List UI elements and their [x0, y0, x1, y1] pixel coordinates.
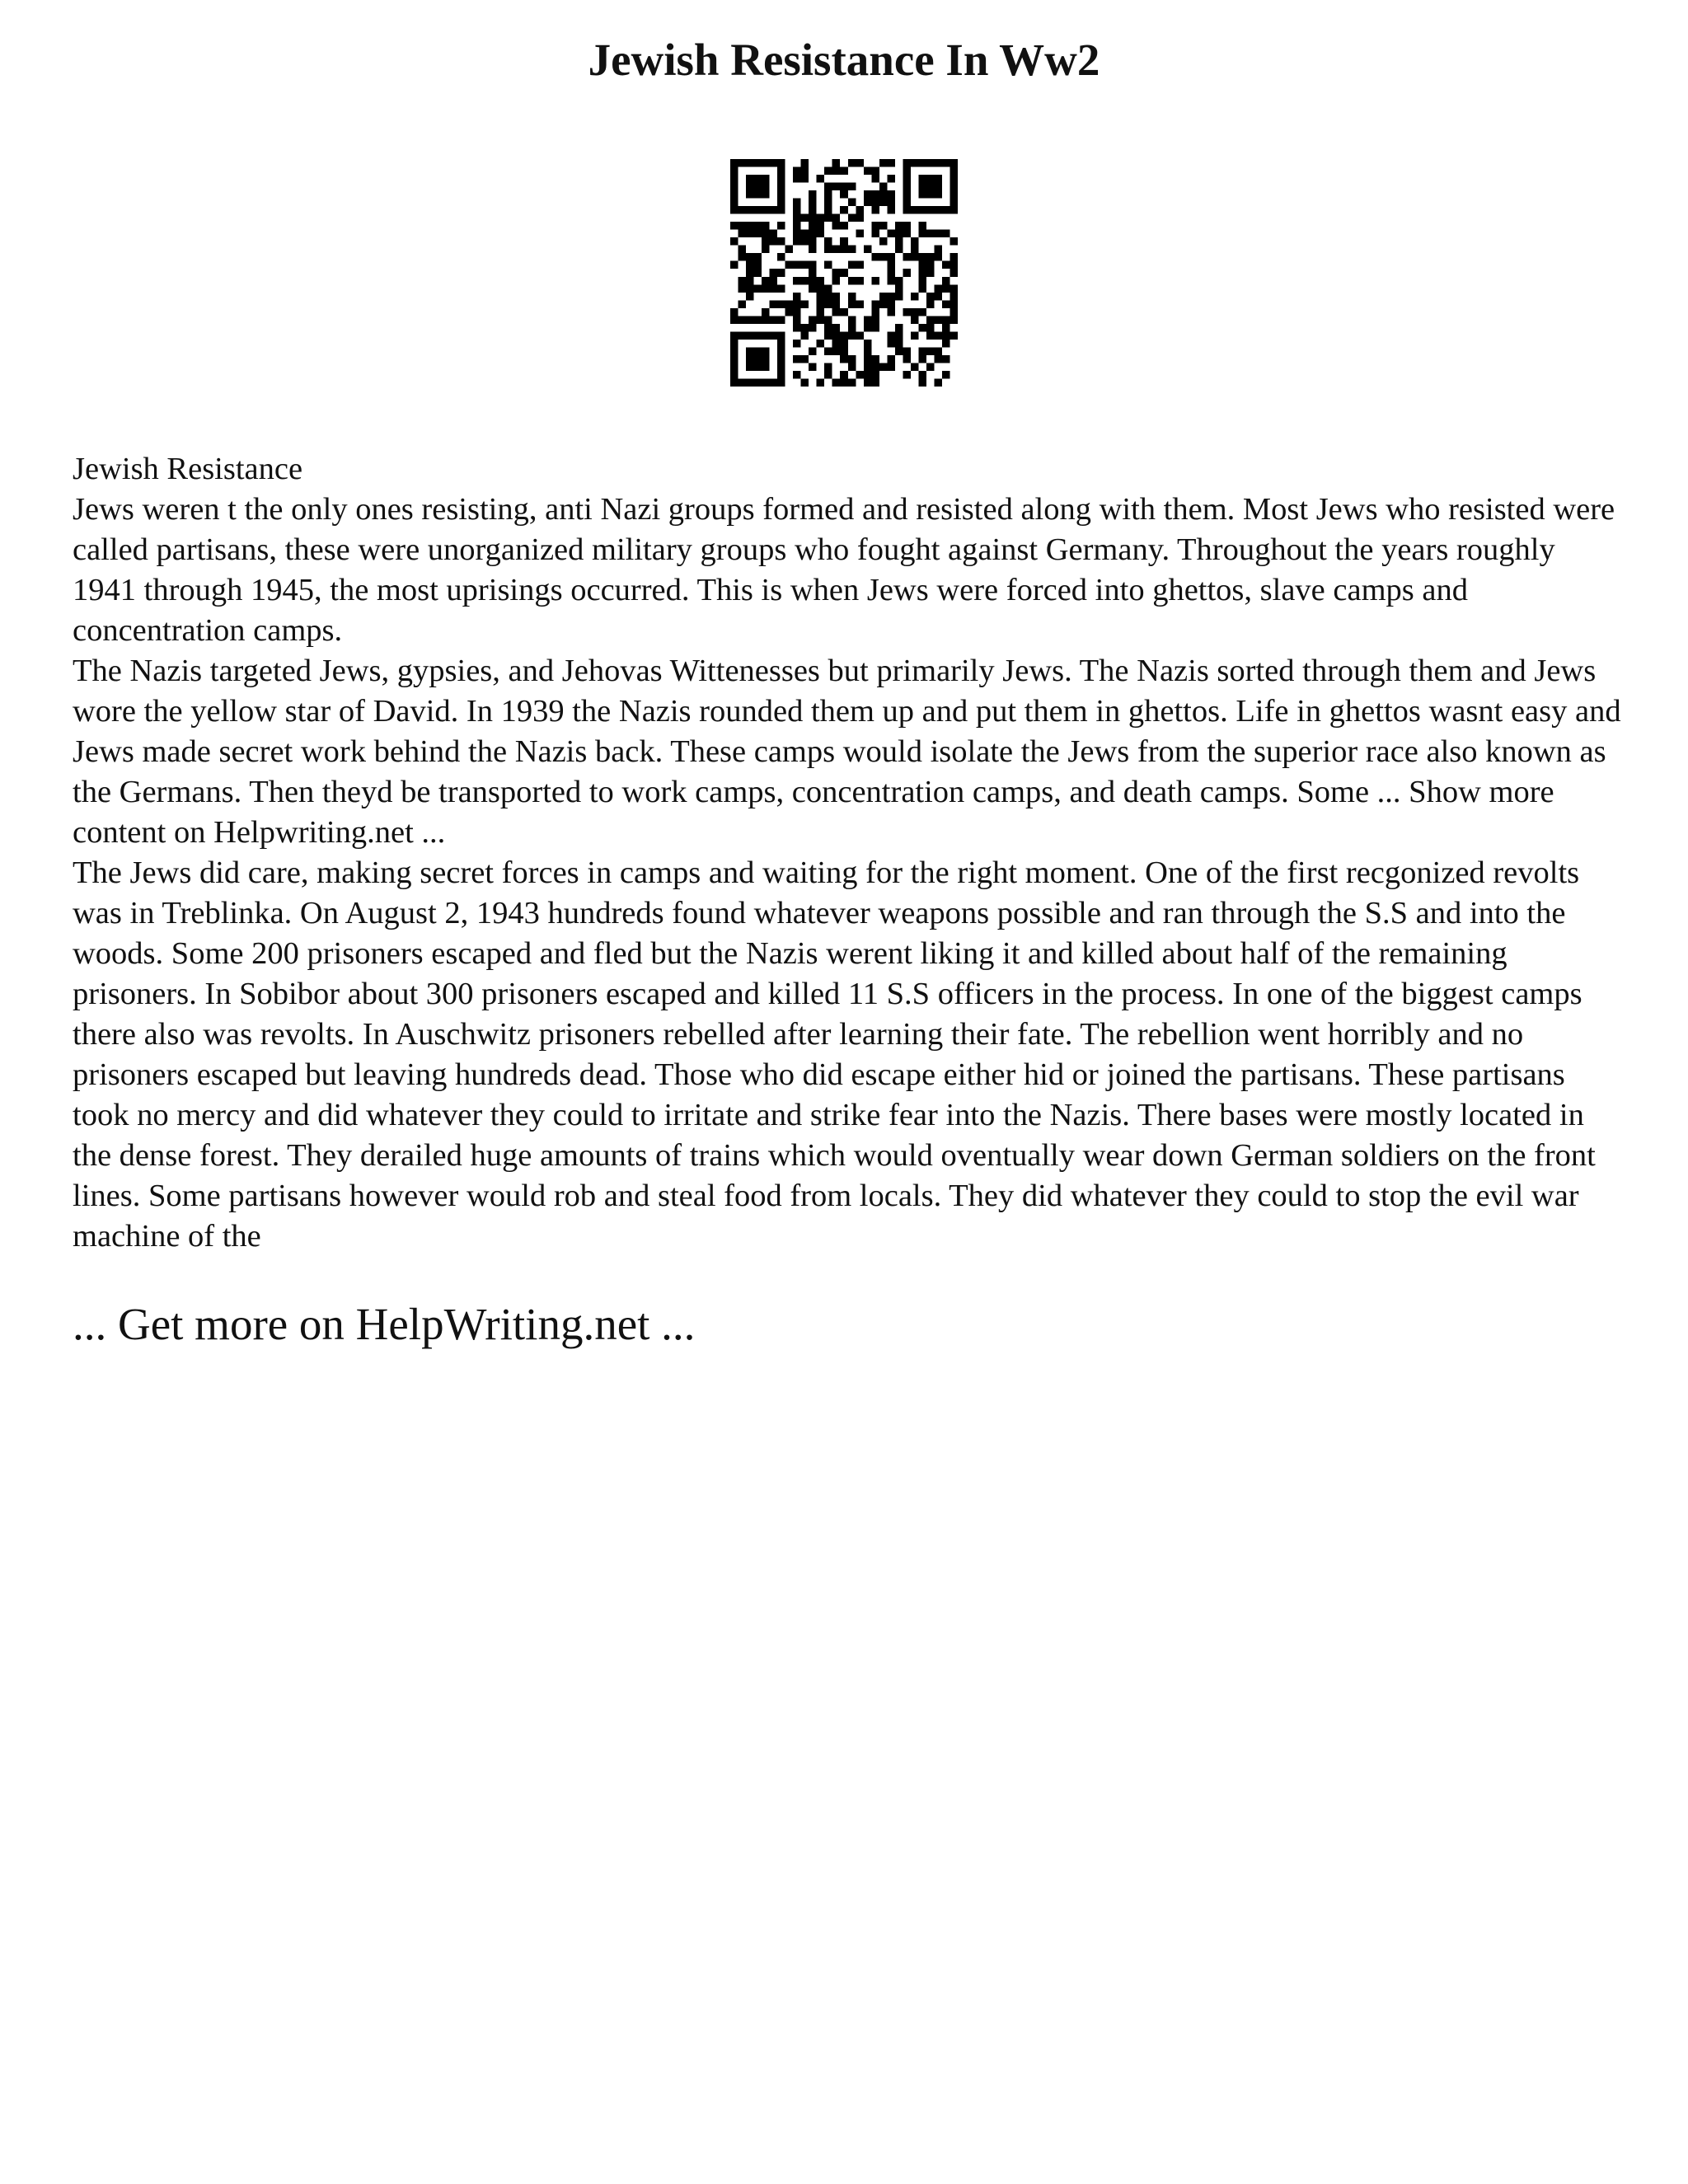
get-more-link[interactable]: ... Get more on HelpWriting.net ... — [73, 1299, 696, 1349]
paragraph: Jews weren t the only ones resisting, anti Nazi groups formed and resisted along with them. Most Jews who resisted were called partisans, these were unorganized military groups who fought against Germany. Throughout the years roughly 1941 through 1945, the most uprisings occurred. This is when Jews were forced into ghettos, slave camps and concentration camps. — [73, 492, 1615, 648]
paragraph: The Jews did care, making secret forces in camps and waiting for the right moment. One of the first recgonized revolts was in Treblinka. On August 2, 1943 hundreds found whatever weapons possible and ran through the S.S and into the woods. Some 200 prisoners escaped and fled but the Nazis werent liking it and killed about half of the remaining prisoners. In Sobibor about 300 prisoners escaped and killed 11 S.S officers in the process. In one of the biggest camps there also was revolts. In Auschwitz prisoners rebelled after learning their fate. The rebellion went horribly and no prisoners escaped but leaving hundreds dead. Those who did escape either hid or joined the partisans. These partisans took no mercy and did whatever they could to irritate and strike fear into the Nazis. There bases were mostly located in the dense forest. They derailed huge amounts of trains which would oventually wear down German soldiers on the front lines. Some partisans however would rob and steal food from locals. They did whatever they could to stop the evil war machine of the — [73, 855, 1596, 1254]
page-title: Jewish Resistance In Ww2 — [588, 35, 1100, 85]
paragraph: The Nazis targeted Jews, gypsies, and Jehovas Wittenesses but primarily Jews. The Nazis sorted through them and Jews wore the yellow star of David. In 1939 the Nazis rounded them up and put them in ghettos. Life in ghettos wasnt easy and Jews made secret work behind the Nazis back. These camps would isolate the Jews from the superior race also known as the Germans. Then theyd be transported to work camps, concentration camps, and death camps. Some ... Show more content on Helpwriting.net ... — [73, 654, 1621, 850]
section-heading: Jewish Resistance — [73, 452, 303, 486]
qr-code-icon — [730, 159, 958, 387]
article-body — [73, 449, 1622, 1257]
